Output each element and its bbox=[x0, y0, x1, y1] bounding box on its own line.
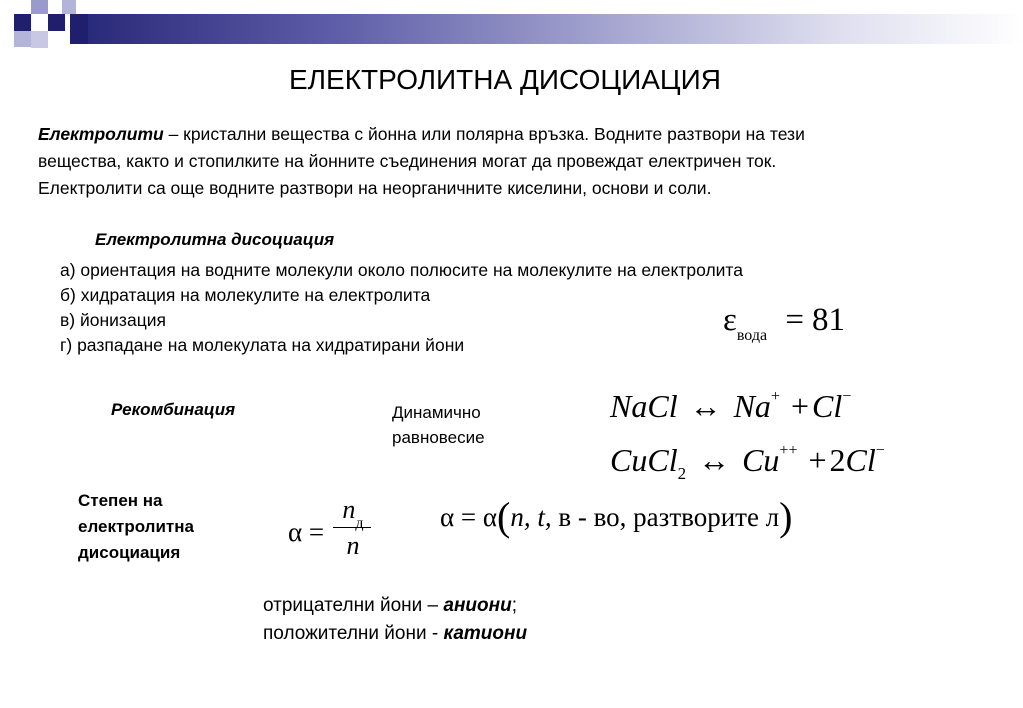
alpha-symbol: α bbox=[288, 517, 303, 547]
alpha-function-formula bbox=[440, 494, 793, 539]
page-title: ЕЛЕКТРОЛИТНА ДИСОЦИАЦИЯ bbox=[289, 64, 721, 95]
corner-square-light-4 bbox=[31, 31, 48, 48]
cations-line bbox=[263, 620, 527, 648]
recombination-label: Рекомбинация bbox=[111, 400, 236, 419]
degree-line3: дисоциация bbox=[78, 543, 181, 562]
corner-square-light-1 bbox=[31, 0, 48, 14]
definition-line3: Електролити са още водните разтвори на неорганичните киселини, основи и соли. bbox=[38, 178, 712, 198]
permittivity-formula bbox=[723, 302, 845, 344]
dynamic-equilibrium-label bbox=[392, 400, 485, 450]
fraction-denominator: n bbox=[346, 531, 360, 560]
definition-term: Електролити bbox=[38, 124, 164, 144]
reactant-cucl-sub: 2 bbox=[677, 464, 687, 483]
anions-end: ; bbox=[511, 595, 517, 616]
equilibrium-line1: Динамично bbox=[392, 403, 481, 422]
dissociation-heading: Електролитна дисоциация bbox=[95, 230, 335, 249]
alpha-function-lhs: α = α bbox=[440, 502, 498, 532]
anion-cl-charge: − bbox=[842, 388, 852, 405]
anions-line bbox=[263, 592, 527, 620]
epsilon-subscript: вода bbox=[736, 327, 768, 344]
cation-na-charge: + bbox=[770, 388, 780, 405]
anion-cl: Cl bbox=[812, 388, 843, 424]
alpha-args-rest: в - во, разтворите л bbox=[551, 502, 780, 532]
reactant-nacl: NaCl bbox=[610, 388, 678, 424]
definition-line1: – кристални вещества с йонна или полярна връзка. Водните разтвори на тези bbox=[163, 124, 805, 144]
step-a: а) ориентация на водните молекули около полюсите на молекулите на електролита bbox=[60, 260, 743, 280]
degree-line1: Степен на bbox=[78, 491, 163, 510]
open-paren: ( bbox=[497, 494, 511, 539]
epsilon-symbol: ε bbox=[723, 302, 737, 338]
permittivity-equals: = bbox=[785, 302, 804, 338]
corner-square-light-2 bbox=[62, 0, 76, 14]
anions-text: отрицателни йони – bbox=[263, 595, 444, 616]
alpha-equals: = bbox=[308, 517, 325, 547]
corner-square-dark-2 bbox=[48, 14, 65, 31]
anions-term: аниони bbox=[443, 595, 512, 616]
reaction1-plus: + bbox=[790, 388, 809, 424]
cation-na: Na bbox=[733, 388, 771, 424]
reaction2-plus: + bbox=[808, 442, 827, 478]
dissociation-steps bbox=[60, 258, 743, 358]
header-gradient-bar bbox=[88, 14, 1023, 44]
reactant-cucl: CuCl bbox=[610, 442, 678, 478]
degree-line2: електролитна bbox=[78, 517, 194, 536]
reaction-nacl bbox=[610, 388, 851, 425]
corner-square-dark-3 bbox=[70, 14, 88, 44]
reaction2-arrow: ↔ bbox=[698, 442, 731, 478]
permittivity-value: 81 bbox=[811, 302, 845, 338]
close-paren: ) bbox=[779, 494, 793, 539]
anion-coefficient: 2 bbox=[829, 442, 846, 478]
fraction-numerator bbox=[332, 495, 374, 532]
ions-definitions bbox=[263, 592, 527, 648]
reaction1-arrow: ↔ bbox=[689, 388, 722, 424]
alpha-fraction-lhs bbox=[288, 517, 324, 548]
fraction-bar bbox=[333, 527, 371, 528]
reaction-cucl2 bbox=[610, 442, 885, 483]
step-c: в) йонизация bbox=[60, 310, 166, 330]
numerator-n: n bbox=[342, 495, 356, 524]
definition-paragraph bbox=[38, 121, 998, 202]
equilibrium-line2: равновесие bbox=[392, 428, 485, 447]
anion-cl-2-charge: − bbox=[875, 442, 885, 459]
corner-square-dark-1 bbox=[14, 14, 31, 31]
numerator-subscript: д bbox=[355, 515, 364, 532]
step-b: б) хидратация на молекулите на електролита bbox=[60, 285, 431, 305]
cation-cu-charge: ++ bbox=[779, 442, 798, 459]
anion-cl-2: Cl bbox=[845, 442, 876, 478]
alpha-args-italic: n, t, bbox=[510, 502, 552, 532]
degree-label bbox=[78, 488, 194, 566]
corner-square-light-3 bbox=[14, 31, 31, 47]
step-d: г) разпадане на молекулата на хидратирани йони bbox=[60, 335, 465, 355]
definition-line2: вещества, както и стопилките на йонните съединения могат да провеждат електричен ток. bbox=[38, 151, 777, 171]
cations-term: катиони bbox=[443, 623, 528, 644]
cations-text: положителни йони - bbox=[263, 623, 444, 644]
cation-cu: Cu bbox=[742, 442, 780, 478]
